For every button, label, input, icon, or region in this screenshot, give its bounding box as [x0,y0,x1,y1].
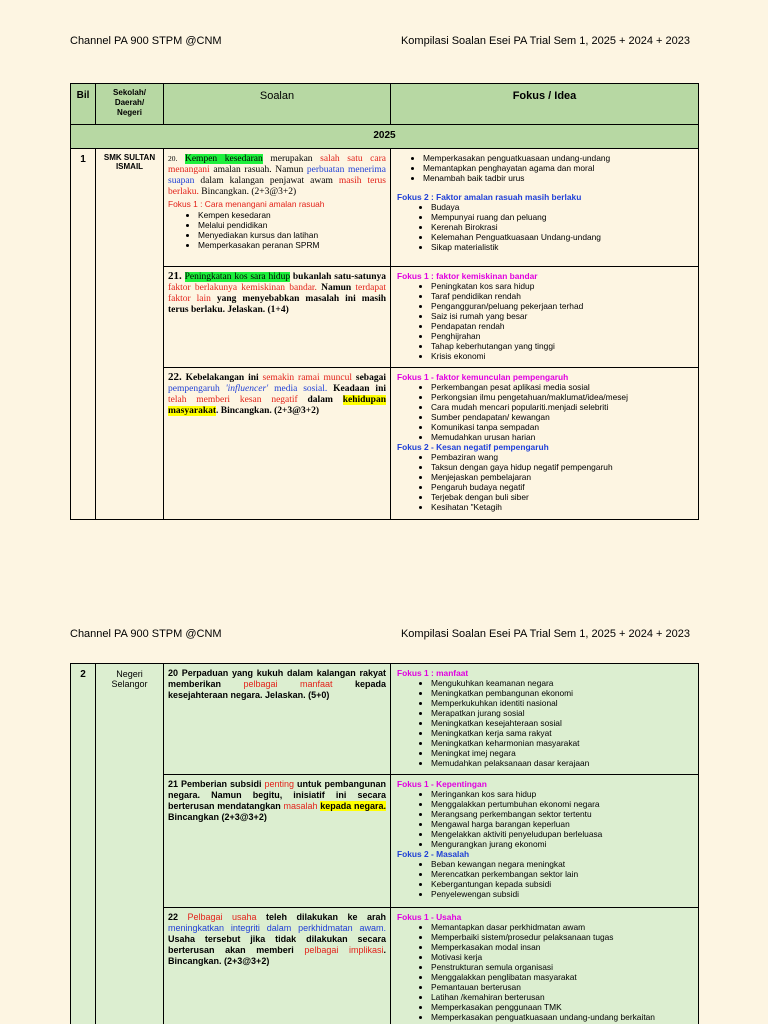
fokus-title: Fokus 2 : Faktor amalan rasuah masih berlaku [397,192,582,202]
list-item: • Merapatkan jurang sosial [431,708,694,718]
list-item: • Latihan /kemahiran berterusan [431,992,694,1002]
table-row [71,149,699,267]
list-item: • Merangsang perkembangan sektor tertentu [431,809,694,819]
list-item: • Meningkat imej negara [431,748,694,758]
list-item: • Saiz isi rumah yang besar [431,311,694,321]
list-item: • Pengaruh budaya negatif [431,482,694,492]
list-item: • Kesihatan "Ketagih [431,502,694,512]
list-item: • Memantapkan dasar perkhidmatan awam [431,922,694,932]
fokus-title: Fokus 1 - Usaha [397,912,462,922]
list-item: • Sikap materialistik [431,242,694,252]
list-item: • Meningkatkan kerja sama rakyat [431,728,694,738]
fokus-21 [391,267,699,368]
fokus-title: Fokus 1 - Kepentingan [397,779,487,789]
question-20: 20. Kempen kesedaran merupakan salah satu cara menangani amalan rasuah. Namun perbuatan menerima suapan dalam kalangan penjawat awam masih terus berlaku. Bincangkan. (2+3@3+2) Fokus 1 : Cara menangani amalan rasuah • Kempen kesedaran • Melalui pendidikan • Menyediakan kursus dan latihan • Memperkasakan peranan SPRM [164,149,391,267]
list-item: • Penghijrahan [431,331,694,341]
fokus-list [198,210,386,250]
fokus-20 [391,149,699,267]
list-item: • Memantapkan penghayatan agama dan moral [423,163,694,173]
year-label: 2025 [71,125,699,149]
list-item: • Pembaziran wang [431,452,694,462]
header-channel: Channel PA 900 STPM @CNM [70,628,222,640]
list-item: • Penstrukturan semula organisasi [431,962,694,972]
list-item: • Beban kewangan negara meningkat [431,859,694,869]
table-row [71,368,699,520]
year-row [71,125,699,149]
list-item: • Tahap keberhutangan yang tinggi [431,341,694,351]
fokus-title: Fokus 2 - Kesan negatif pempengaruh [397,442,549,452]
list-item: • Menambah baik tadbir urus [423,173,694,183]
list-item: • Penyelewengan subsidi [431,889,694,899]
fokus-22 [391,908,699,1024]
page-header [70,35,690,49]
question-21: 21 Pemberian subsidi penting untuk pembangunan negara. Namun begitu, inisiatif ini secara berterusan mendatangkan masalah kepada negara. Bincangkan (2+3@3+2) [164,775,391,908]
fokus-title: Fokus 2 - Masalah [397,849,470,859]
list-item: • Menggalakkan pertumbuhan ekonomi negara [431,799,694,809]
list-item: • Meningkatkan pembangunan ekonomi [431,688,694,698]
header-title: Kompilasi Soalan Esei PA Trial Sem 1, 2025 + 2024 + 2023 [400,628,690,640]
list-item: • Meringankan kos sara hidup [431,789,694,799]
list-item: • Krisis ekonomi [431,351,694,361]
list-item: • Memperkukuhkan identiti nasional [431,698,694,708]
fokus-22 [391,368,699,520]
list-item: • Memperbaiki sistem/prosedur pelaksanaan tugas [431,932,694,942]
school-name: Negeri Selangor [96,664,164,1024]
list-item: • Memudahkan urusan harian [431,432,694,442]
table-row [71,664,699,775]
list-item: • Komunikasi tanpa sempadan [431,422,694,432]
bil-number: 2 [71,664,96,1024]
list-item: • Taraf pendidikan rendah [431,291,694,301]
fokus-21 [391,775,699,908]
list-item: • Mengurangkan jurang ekonomi [431,839,694,849]
fokus-title: Fokus 1 : faktor kemiskinan bandar [397,271,538,281]
list-item: • Mengelakkan aktiviti penyeludupan berleluasa [431,829,694,839]
table-row [71,267,699,368]
list-item: • Terjebak dengan buli siber [431,492,694,502]
question-20: 20 Perpaduan yang kukuh dalam kalangan rakyat memberikan pelbagai manfaat kepada kesejahteraan negara. Jelaskan. (5+0) [164,664,391,775]
table-header-row [71,84,699,125]
list-item: • Merencatkan perkembangan sektor lain [431,869,694,879]
list-item: • Mengawal harga barangan keperluan [431,819,694,829]
page-header [70,628,690,642]
table-row [71,908,699,1024]
list-item: • Melalui pendidikan [198,220,386,230]
question-table-1 [70,83,699,520]
list-item: • Kerenah Birokrasi [431,222,694,232]
list-item: • Peningkatan kos sara hidup [431,281,694,291]
col-sekolah: Sekolah/ Daerah/ Negeri [96,84,164,125]
list-item: • Perkongsian ilmu pengetahuan/maklumat/idea/mesej [431,392,694,402]
list-item: • Sumber pendapatan/ kewangan [431,412,694,422]
list-item: • Meningkatkan kesejahteraan sosial [431,718,694,728]
fokus-title: Fokus 1 - faktor kemunculan pempengaruh [397,372,569,382]
question-table-2 [70,663,699,1024]
fokus-20 [391,664,699,775]
list-item: • Menggalakkan penglibatan masyarakat [431,972,694,982]
list-item: • Memperkasakan penguatkuasaan undang-undang [423,153,694,163]
school-name: SMK SULTAN ISMAIL [96,149,164,520]
list-item: • Memperkasakan penguatkuasaan undang-undang berkaitan [431,1012,694,1022]
list-item: • Memperkasakan modal insan [431,942,694,952]
header-channel: Channel PA 900 STPM @CNM [70,35,222,47]
list-item: • Mempunyai ruang dan peluang [431,212,694,222]
list-item: • Pendapatan rendah [431,321,694,331]
question-22: 22 Pelbagai usaha teleh dilakukan ke arah meningkatkan integriti dalam perkhidmatan awam. Usaha tersebut jika tidak dilakukan secara berterusan akan memberi pelbagai implikasi. Bincangkan. (2+3@3+2) [164,908,391,1024]
list-item: • Memperkasakan peranan SPRM [198,240,386,250]
list-item: • Meningkatkan keharmonian masyarakat [431,738,694,748]
list-item: • Memperkasakan penggunaan TMK [431,1002,694,1012]
list-item: • Taksun dengan gaya hidup negatif pempengaruh [431,462,694,472]
table-row [71,775,699,908]
list-item: • Motivasi kerja [431,952,694,962]
list-item: • Perkembangan pesat aplikasi media sosial [431,382,694,392]
list-item: • Memudahkan pelaksanaan dasar kerajaan [431,758,694,768]
col-soalan: Soalan [164,84,391,125]
list-item: • Kelemahan Penguatkuasaan Undang-undang [431,232,694,242]
col-bil: Bil [71,84,96,125]
list-item: • Kempen kesedaran [198,210,386,220]
question-21: 21. Peningkatan kos sara hidup bukanlah satu-satunya faktor berlakunya kemiskinan bandar. Namun terdapat faktor lain yang menyebabkan masalah ini masih terus berlaku. Jelaskan. (1+4) [164,267,391,368]
header-title: Kompilasi Soalan Esei PA Trial Sem 1, 2025 + 2024 + 2023 [400,35,690,47]
list-item: • Pemantauan berterusan [431,982,694,992]
fokus-title: Fokus 1 : manfaat [397,668,469,678]
list-item: • Kebergantungan kepada subsidi [431,879,694,889]
list-item: • Mengukuhkan keamanan negara [431,678,694,688]
fokus-title: Fokus 1 : Cara menangani amalan rasuah [168,199,325,209]
list-item: • Cara mudah mencari populariti.menjadi selebriti [431,402,694,412]
list-item: • Menjejaskan pembelajaran [431,472,694,482]
list-item: • Pengangguran/peluang pekerjaan terhad [431,301,694,311]
question-22: 22. Kebelakangan ini semakin ramai muncul sebagai pempengaruh 'influencer' media sosial. Keadaan ini telah memberi kesan negatif dalam kehidupan masyarakat. Bincangkan. (2+3@3+2) [164,368,391,520]
bil-number: 1 [71,149,96,520]
list-item: • Budaya [431,202,694,212]
col-fokus: Fokus / Idea [391,84,699,125]
list-item: • Menyediakan kursus dan latihan [198,230,386,240]
